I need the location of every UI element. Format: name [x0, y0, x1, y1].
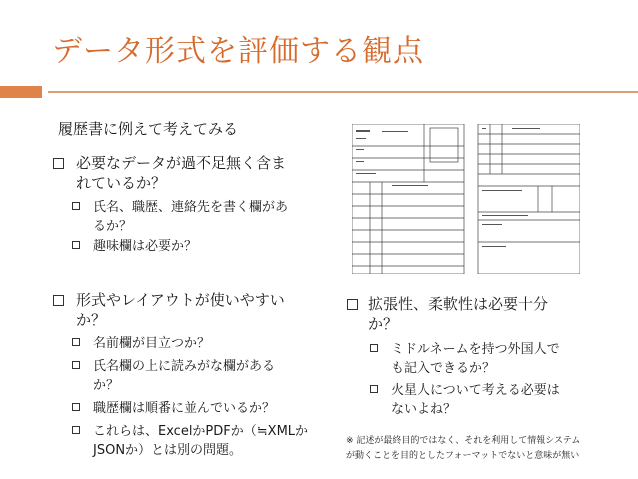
sub-bullet-2-2-line2: か？ [93, 378, 120, 393]
slide-title: データ形式を評価する観点 [52, 34, 424, 69]
title-divider [48, 91, 638, 93]
sub-bullet-1-1-line2: るか？ [93, 219, 133, 234]
sub-bullet-3-1-line1: ミドルネームを持つ外国人で [391, 342, 560, 357]
bullet-3-line1: 拡張性、柔軟性は必要十分 [368, 295, 549, 313]
sub-bullet-3-2-line1: 火星人について考える必要は [391, 383, 560, 398]
bullet-box-3 [347, 299, 358, 310]
bullet-1-line2: れているか？ [76, 174, 167, 192]
sub-bullet-2-2-line1: 氏名欄の上に読みがな欄がある [93, 359, 276, 374]
bullet-1-line1: 必要なデータが過不足無く含ま [76, 154, 287, 172]
sub-bullet-box-3-1 [370, 344, 378, 352]
bullet-3-line2: か？ [368, 315, 399, 333]
bullet-box-2 [53, 295, 64, 306]
sub-bullet-1-2-line1: 趣味欄は必要か？ [93, 239, 198, 254]
bullet-box-1 [53, 158, 64, 169]
sub-bullet-box-2-4 [72, 426, 80, 434]
sub-bullet-1-1-line1: 氏名、職歴、連絡先を書く欄があ [93, 200, 289, 215]
bullet-2-line2: か？ [76, 311, 107, 329]
sub-bullet-box-2-1 [72, 338, 80, 346]
bullet-2-line1: 形式やレイアウトが使いやすい [76, 291, 285, 309]
sub-bullet-2-4-line1: これらは、ExcelかPDFか（≒XMLか [93, 424, 309, 439]
slide-subtitle: 履歴書に例えて考えてみる [58, 120, 239, 138]
sub-bullet-box-1-2 [72, 241, 80, 249]
sub-bullet-2-3-line1: 職歴欄は順番に並んでいるか？ [93, 401, 276, 416]
sub-bullet-2-4-line2: JSONか）とは別の問題。 [93, 443, 243, 458]
footnote-line2: が動くことを目的としたフォーマットでないと意味が無い [346, 451, 580, 461]
resume-form-image [352, 124, 580, 274]
sub-bullet-3-2-line2: ないよね？ [391, 402, 457, 417]
sub-bullet-box-2-3 [72, 403, 80, 411]
footnote-line1: ※ 記述が最終目的ではなく、それを利用して情報システム [346, 436, 581, 446]
sub-bullet-box-3-2 [370, 385, 378, 393]
title-accent-bar [0, 86, 42, 98]
sub-bullet-box-2-2 [72, 361, 80, 369]
sub-bullet-3-1-line2: も記入できるか？ [391, 361, 496, 376]
sub-bullet-2-1-line1: 名前欄が目立つか？ [93, 336, 211, 351]
sub-bullet-box-1-1 [72, 202, 80, 210]
